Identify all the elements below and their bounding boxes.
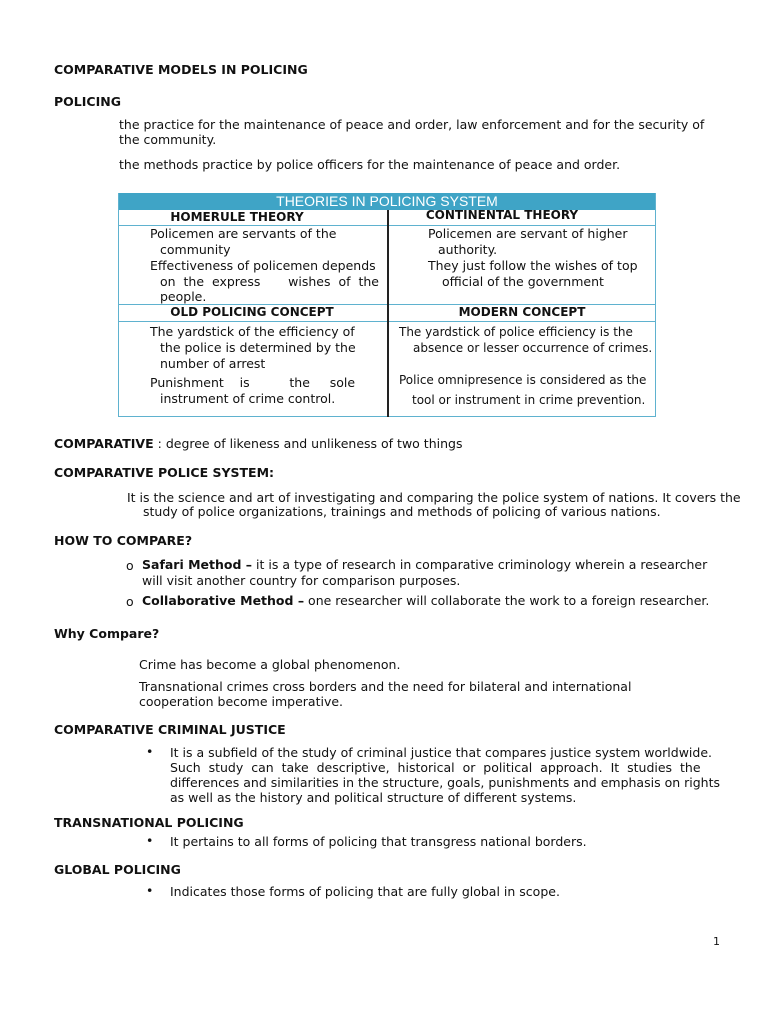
bullet-icon bbox=[96, 491, 106, 503]
theories-table bbox=[118, 193, 656, 417]
policing-item-1-line-2: the community. bbox=[119, 132, 217, 147]
how-heading: HOW TO COMPARE? bbox=[54, 533, 193, 548]
homerule-heading: HOMERULE THEORY bbox=[170, 210, 304, 224]
cps-line-2: study of police organizations, trainings and methods of policing of various nations. bbox=[143, 504, 661, 519]
modern-concept-heading: MODERN CONCEPT bbox=[458, 305, 586, 319]
collaborative-text: one researcher will collaborate the work to a foreign researcher. bbox=[304, 593, 710, 608]
bullet: • bbox=[146, 833, 154, 848]
policing-item-2: the methods practice by police officers for the maintenance of peace and order. bbox=[119, 157, 621, 172]
policing-heading: POLICING bbox=[54, 94, 121, 109]
continental-item-2-line-1: They just follow the wishes of top bbox=[428, 258, 638, 273]
ccj-line-2: Such study can take descriptive, historical or political approach. It studies the bbox=[170, 760, 701, 775]
modern-item-1-line-1: The yardstick of police efficiency is the bbox=[399, 325, 633, 339]
old-item-2-line-2: instrument of crime control. bbox=[160, 391, 336, 406]
table-title: THEORIES IN POLICING SYSTEM bbox=[118, 193, 656, 210]
ccj-line-4: as well as the history and political structure of different systems. bbox=[170, 790, 577, 805]
old-item-1-line-1: The yardstick of the efficiency of bbox=[150, 324, 355, 339]
old-item-1-line-2: the police is determined by the bbox=[160, 340, 356, 355]
gp-heading: GLOBAL POLICING bbox=[54, 862, 181, 877]
modern-item-1-line-2: absence or lesser occurrence of crimes. bbox=[413, 341, 653, 355]
comparative-definition bbox=[54, 436, 462, 451]
tp-heading: TRANSNATIONAL POLICING bbox=[54, 815, 244, 830]
comparative-text: : degree of likeness and unlikeness of two things bbox=[153, 436, 463, 451]
ccj-heading: COMPARATIVE CRIMINAL JUSTICE bbox=[54, 722, 286, 737]
bullet-icon bbox=[416, 229, 426, 241]
list-marker: o bbox=[126, 558, 134, 573]
cps-line-1: It is the science and art of investigating and comparing the police system of nations. It covers the bbox=[127, 490, 741, 505]
bullet: • bbox=[146, 744, 154, 759]
collaborative-term: Collaborative Method – bbox=[142, 593, 305, 608]
bullet-icon bbox=[416, 261, 426, 273]
bullet-icon bbox=[388, 375, 398, 387]
modern-item-2-line-1: Police omnipresence is considered as the bbox=[399, 373, 647, 387]
old-item-1-line-3: number of arrest bbox=[160, 356, 266, 371]
bullet-icon bbox=[116, 680, 126, 692]
safari-method bbox=[142, 557, 707, 572]
bullet-icon bbox=[116, 658, 126, 670]
tp-text: It pertains to all forms of policing that transgress national borders. bbox=[170, 834, 587, 849]
safari-term: Safari Method – bbox=[142, 557, 253, 572]
homerule-item-1-line-2: community bbox=[160, 242, 231, 257]
continental-item-1-line-2: authority. bbox=[438, 242, 498, 257]
homerule-item-2-line-3: people. bbox=[160, 289, 207, 304]
continental-item-1-line-1: Policemen are servant of higher bbox=[428, 226, 628, 241]
bullet: • bbox=[146, 883, 154, 898]
bullet-icon bbox=[138, 327, 148, 339]
policing-item-1-line-1: the practice for the maintenance of peace and order, law enforcement and for the security of bbox=[119, 117, 705, 132]
old-item-2-line-1: Punishment is the sole bbox=[150, 375, 356, 390]
modern-item-2-line-2: tool or instrument in crime prevention. bbox=[412, 393, 646, 407]
list-marker: o bbox=[126, 594, 134, 609]
bullet-icon bbox=[138, 261, 148, 273]
homerule-item-2-line-2: on the express wishes of the bbox=[160, 274, 379, 289]
why-heading: Why Compare? bbox=[54, 626, 160, 641]
bullet-icon bbox=[96, 158, 106, 170]
ccj-line-1: It is a subfield of the study of criminal justice that compares justice system worldwide. bbox=[170, 745, 713, 760]
bullet-icon bbox=[96, 118, 106, 130]
collaborative-method bbox=[142, 593, 709, 608]
homerule-item-2-line-1: Effectiveness of policemen depends bbox=[150, 258, 376, 273]
ccj-line-3: differences and similarities in the structure, goals, punishments and emphasis on rights bbox=[170, 775, 720, 790]
continental-item-2-line-2: official of the government bbox=[442, 274, 604, 289]
safari-cont: will visit another country for comparison purposes. bbox=[142, 573, 461, 588]
cps-heading: COMPARATIVE POLICE SYSTEM: bbox=[54, 465, 275, 480]
why-item-2-line-2: cooperation become imperative. bbox=[139, 694, 344, 709]
comparative-term: COMPARATIVE bbox=[54, 436, 154, 451]
gp-text: Indicates those forms of policing that are fully global in scope. bbox=[170, 884, 560, 899]
why-item-2-line-1: Transnational crimes cross borders and the need for bilateral and international bbox=[139, 679, 632, 694]
homerule-item-1-line-1: Policemen are servants of the bbox=[150, 226, 337, 241]
bullet-icon bbox=[388, 327, 398, 339]
document-title: COMPARATIVE MODELS IN POLICING bbox=[54, 62, 308, 77]
page-number: 1 bbox=[713, 935, 720, 948]
continental-heading: CONTINENTAL THEORY bbox=[425, 208, 579, 222]
bullet-icon bbox=[138, 378, 148, 390]
old-concept-heading: OLD POLICING CONCEPT bbox=[170, 305, 334, 319]
why-item-1: Crime has become a global phenomenon. bbox=[139, 657, 401, 672]
safari-text: it is a type of research in comparative criminology wherein a researcher bbox=[252, 557, 708, 572]
bullet-icon bbox=[138, 229, 148, 241]
